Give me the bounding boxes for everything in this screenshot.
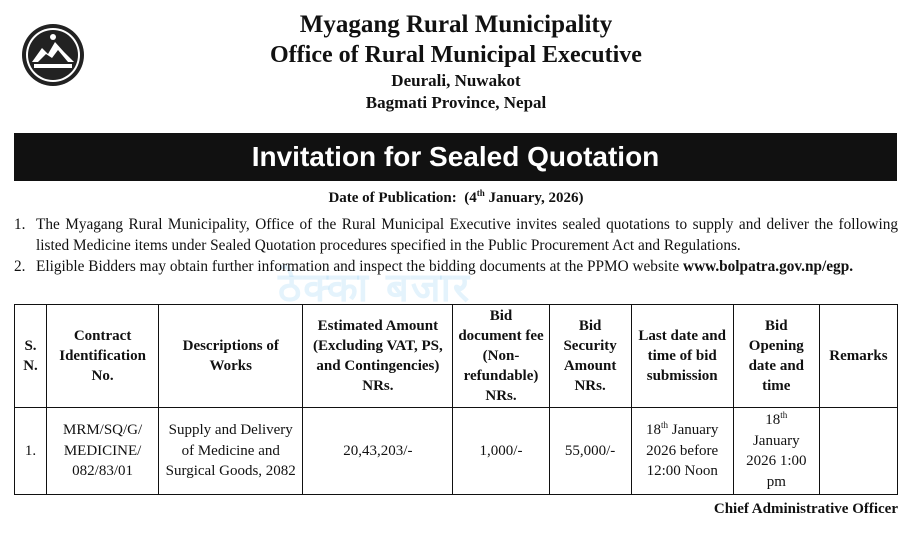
cell-description: Supply and Delivery of Medicine and Surgical Goods, 2082 [159,408,303,495]
letterhead [0,10,912,114]
cell-remarks [819,408,897,495]
publication-date [0,190,912,207]
header-contract-id: Contract Identification No. [47,305,159,408]
header-sn: S. N. [15,305,47,408]
cell-bid-fee: 1,000/- [453,408,549,495]
publication-date-value: (4th January, 2026) [464,188,584,206]
cell-estimated-amount: 20,43,203/- [303,408,453,495]
paragraph-text: The Myagang Rural Municipality, Office of the Rural Municipal Executive invites sealed quotations to supply and deliver the following listed Medicine items under Sealed Quotation procedures specified in the Public Procurement Act and Regulations. [36,216,898,254]
cell-bid-security: 55,000/- [549,408,631,495]
signatory-title: Chief Administrative Officer [713,501,898,517]
header-description: Descriptions of Works [159,305,303,408]
publication-date-label: Date of Publication: [328,190,457,206]
notice-title-banner: Invitation for Sealed Quotation [14,133,897,181]
cell-last-date: 18th January 2026 before 12:00 Noon [631,408,733,495]
table-header-row [15,305,898,408]
header-bid-security: Bid Security Amount NRs. [549,305,631,408]
paragraph-1 [14,214,898,256]
header-last-date: Last date and time of bid submission [631,305,733,408]
cell-opening: 18th January 2026 1:00 pm [733,408,819,495]
header-estimated-amount: Estimated Amount (Excluding VAT, PS, and Contingencies) NRs. [303,305,453,408]
paragraph-number: 2. [14,258,26,275]
header-opening: Bid Opening date and time [733,305,819,408]
header-bid-fee: Bid document fee (Non-refundable) NRs. [453,305,549,408]
paragraph-number: 1. [14,216,26,233]
notice-body [14,214,898,277]
paragraph-2 [14,256,898,277]
ppmo-website-link[interactable]: www.bolpatra.gov.np/egp. [683,258,854,275]
header-remarks: Remarks [819,305,897,408]
cell-contract-id: MRM/SQ/G/ MEDICINE/ 082/83/01 [47,408,159,495]
office-name: Office of Rural Municipal Executive [270,42,642,68]
paragraph-text: Eligible Bidders may obtain further information and inspect the bidding documents at the PPMO website [36,258,680,275]
municipality-name: Myagang Rural Municipality [299,11,613,38]
watermark: ठेक्का बजार [278,265,472,311]
address-line-2: Bagmati Province, Nepal [365,93,547,112]
address-line-1: Deurali, Nuwakot [391,71,521,90]
cell-sn: 1. [15,408,47,495]
quotation-table [14,304,898,495]
table-row [15,408,898,495]
